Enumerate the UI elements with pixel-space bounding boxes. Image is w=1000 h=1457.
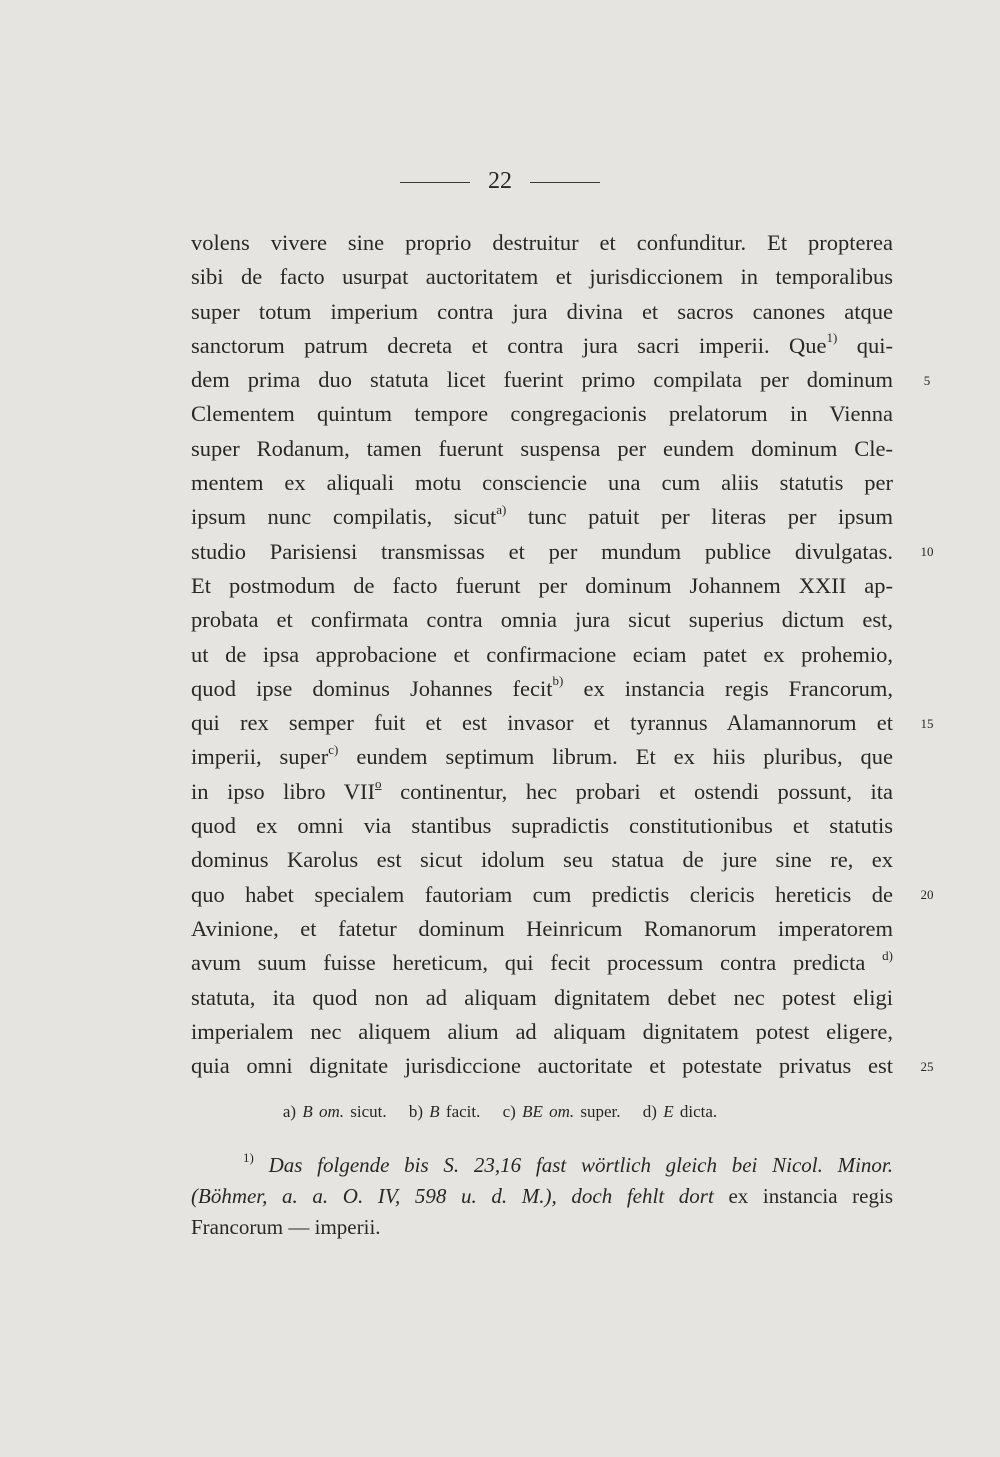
text-line-12: probata et confirmata contra omnia jura sicut superius dictum est, bbox=[191, 607, 893, 633]
text-line-21: Avinione, et fatetur dominum Heinricum Romanorum imperatorem bbox=[191, 915, 893, 941]
page-header bbox=[0, 166, 1000, 196]
footnote-line-1: $^{1)}$ Das folgende bis S. 23,16 fast wörtlich gleich bei Nicol. Minor. bbox=[243, 1150, 893, 1177]
page-number: 22 bbox=[488, 168, 512, 194]
header-rule-right bbox=[530, 182, 600, 183]
text-line-4: sanctorum patrum decreta et contra jura sacri imperii. Que$^{1)}$ qui- bbox=[191, 330, 893, 358]
text-line-25: quia omni dignitate jurisdiccione auctoritate et potestate privatus est bbox=[191, 1053, 893, 1079]
line-number: 5 bbox=[923, 373, 931, 388]
apparatus-ref-b: b) bbox=[552, 673, 564, 689]
apparatus-entry: d) E dicta. bbox=[642, 1102, 718, 1121]
apparatus-ref-a: a) bbox=[496, 501, 507, 517]
main-text bbox=[191, 226, 893, 1083]
footnote-line-2: (Böhmer, a. a. O. IV, 598 u. d. M.), doch fehlt dort ex instancia regis bbox=[191, 1184, 894, 1208]
apparatus-entry: b) B facit. bbox=[408, 1102, 481, 1121]
text-line-11: Et postmodum de facto fuerunt per dominum Johannem XXII ap- bbox=[191, 572, 893, 598]
text-line-19: dominus Karolus est sicut idolum seu statua de jure sine re, ex bbox=[191, 847, 893, 873]
text-line-23: statuta, ita quod non ad aliquam dignitatem debet nec potest eligi bbox=[191, 984, 893, 1010]
apparatus-ref-d: d) bbox=[882, 947, 893, 963]
line-number: 20 bbox=[920, 887, 934, 902]
text-line-15: qui rex semper fuit et est invasor et tyrannus Alamannorum et bbox=[191, 710, 893, 736]
line-number: 15 bbox=[920, 716, 934, 731]
text-line-20: quo habet specialem fautoriam cum predictis clericis hereticis de bbox=[191, 881, 893, 907]
text-line-6: Clementem quintum tempore congregacionis prelatorum in Vienna bbox=[191, 401, 893, 427]
text-line-8: mentem ex aliquali motu consciencie una cum aliis statutis per bbox=[191, 470, 893, 496]
text-line-10: studio Parisiensi transmissas et per mundum publice divulgatas. bbox=[191, 538, 893, 564]
footnote bbox=[191, 1150, 893, 1243]
text-line-24: imperialem nec aliquem alium ad aliquam dignitatem potest eligere, bbox=[191, 1018, 893, 1044]
text-line-22: avum suum fuisse hereticum, qui fecit processum contra predicta $^{d)}$ bbox=[191, 947, 893, 976]
text-line-5: dem prima duo statuta licet fuerint primo compilata per dominum bbox=[191, 367, 893, 393]
text-line-7: super Rodanum, tamen fuerunt suspensa per eundem dominum Cle- bbox=[191, 435, 893, 461]
text-line-14: quod ipse dominus Johannes fecit$^{b)}$ ex instancia regis Francorum, bbox=[191, 673, 893, 701]
ordinal-mark: o bbox=[375, 776, 382, 792]
text-line-16: imperii, super$^{c)}$ eundem septimum librum. Et ex hiis pluribus, que bbox=[191, 741, 894, 770]
header-rule-left bbox=[400, 182, 470, 183]
text-line-18: quod ex omni via stantibus supradictis constitutionibus et statutis bbox=[191, 813, 893, 839]
footnote-line-3: Francorum — imperii. bbox=[191, 1215, 381, 1239]
apparatus-entry: c) BE om. super. bbox=[502, 1102, 621, 1121]
apparatus-entry: a) B om. sicut. bbox=[282, 1102, 387, 1121]
text-line-2: sibi de facto usurpat auctoritatem et jurisdiccionem in temporalibus bbox=[191, 264, 893, 290]
text-line-13: ut de ipsa approbacione et confirmacione eciam patet ex prohemio, bbox=[191, 641, 893, 667]
text-line-1: volens vivere sine proprio destruitur et confunditur. Et propterea bbox=[191, 230, 893, 255]
text-line-3: super totum imperium contra jura divina et sacros canones atque bbox=[191, 298, 893, 324]
line-number: 10 bbox=[920, 544, 934, 559]
footnote-ref-1: 1) bbox=[826, 330, 838, 346]
apparatus-ref-c: c) bbox=[328, 741, 339, 757]
footnote-mark: 1) bbox=[243, 1150, 254, 1165]
text-line-17: in ipso libro VII$^o$ continentur, hec probari et ostendi possunt, ita bbox=[191, 776, 893, 804]
line-number: 25 bbox=[920, 1059, 934, 1074]
critical-apparatus bbox=[0, 1100, 1000, 1124]
text-line-9: ipsum nunc compilatis, sicut$^{a)}$ tunc patuit per literas per ipsum bbox=[191, 501, 894, 530]
